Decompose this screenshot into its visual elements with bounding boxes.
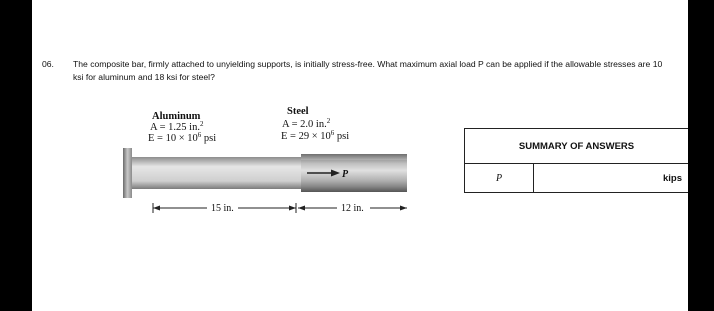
steel-area: A = 2.0 in.$^2$: [282, 117, 331, 130]
left-support: [123, 148, 132, 198]
composite-bar-figure: [107, 140, 407, 220]
dimension-12in: 12 in.: [341, 203, 364, 214]
problem-text: The composite bar, firmly attached to unyielding supports, is initially stress-free. What maximum axial load P can be applied if the allowable stresses are 10 ksi for aluminum and 18 ksi for steel?: [73, 59, 663, 82]
dimension-15in: 15 in.: [211, 203, 234, 214]
aluminum-label: Aluminum: [152, 111, 201, 122]
aluminum-modulus: $E = 10 \times 10^6$ psi: [148, 131, 217, 144]
aluminum-area: A = 1.25 in.$^2$: [150, 120, 204, 133]
load-label: P: [342, 169, 349, 180]
answer-variable: P: [465, 164, 534, 193]
summary-title: SUMMARY OF ANSWERS: [465, 129, 689, 164]
steel-modulus: $E = 29 \times 10^6$ psi: [281, 129, 350, 142]
summary-table: [464, 128, 688, 193]
steel-label: Steel: [287, 106, 309, 117]
answer-unit: kips: [662, 172, 682, 184]
document-page: [32, 0, 688, 311]
problem-number: 06.: [42, 59, 54, 69]
aluminum-segment: [132, 157, 301, 189]
answer-field[interactable]: [534, 164, 689, 193]
